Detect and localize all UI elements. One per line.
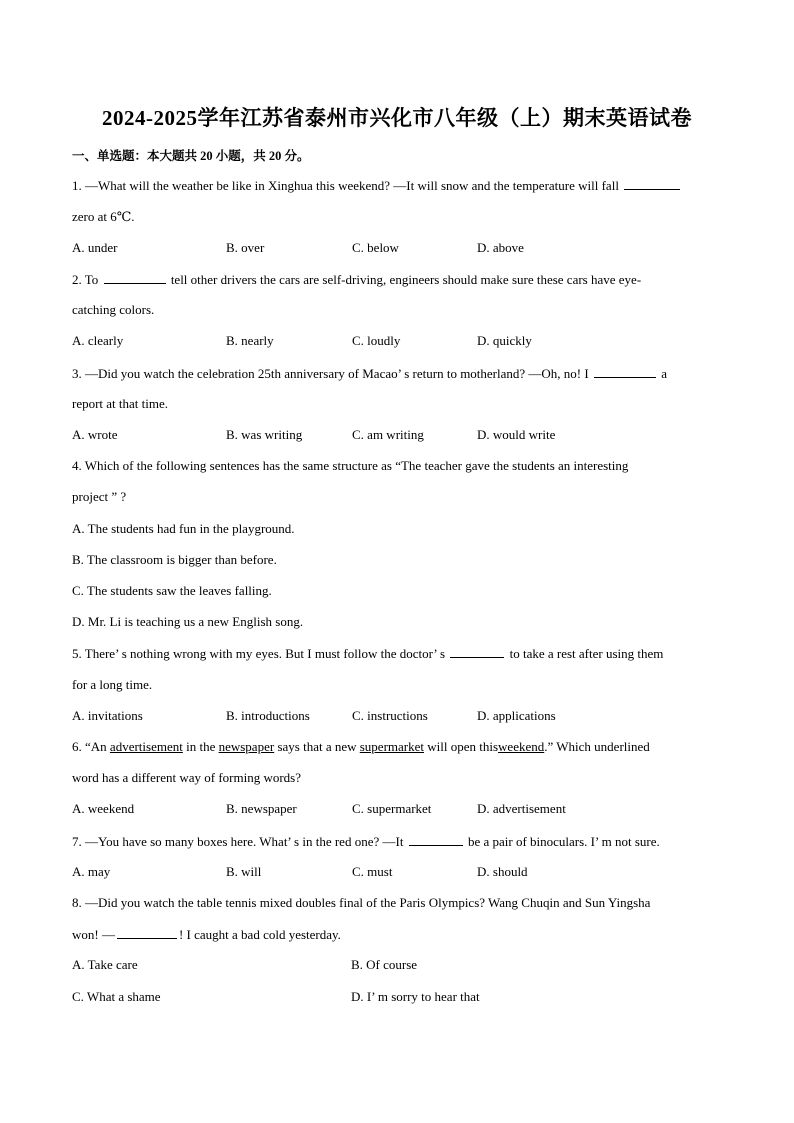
question-text: a: [661, 366, 667, 381]
option-b: B. nearly: [226, 333, 274, 348]
question-text: 7. —You have so many boxes here. What’ s in the red one? —It: [72, 834, 404, 849]
question-text: .” Which underlined: [544, 739, 650, 754]
question-text: 1. —What will the weather be like in Xinghua this weekend? —It will snow and the temperature will fall: [72, 178, 619, 193]
option-c: C. am writing: [352, 427, 424, 442]
option-a: A. may: [72, 864, 111, 879]
answer-blank: [117, 926, 177, 939]
question-3: [72, 365, 667, 382]
option-d: D. above: [477, 240, 524, 255]
page-title: 2024-2025学年江苏省泰州市兴化市八年级（上）期末英语试卷: [102, 106, 692, 130]
option-a: A. Take care: [72, 957, 138, 972]
option-d: D. advertisement: [477, 801, 566, 816]
option-b: B. over: [226, 240, 265, 255]
question-text: tell other drivers the cars are self-driving, engineers should make sure these cars have eye-: [170, 272, 642, 287]
option-c: C. supermarket: [352, 801, 432, 816]
option-c: C. instructions: [352, 708, 428, 723]
question-text-cont: for a long time.: [72, 677, 153, 692]
option-a: A. wrote: [72, 427, 118, 442]
underlined-word: newspaper: [218, 739, 275, 754]
option-c: C. below: [352, 240, 399, 255]
option-c: C. must: [352, 864, 393, 879]
question-1: [72, 177, 682, 194]
question-4: 4. Which of the following sentences has the same structure as “The teacher gave the students an interesting: [72, 458, 629, 473]
option-a: A. weekend: [72, 801, 135, 816]
option-d: D. quickly: [477, 333, 532, 348]
question-text-cont: zero at 6℃.: [72, 209, 135, 224]
answer-blank: [450, 645, 504, 658]
question-text: 6. “An: [72, 739, 107, 754]
question-text: 2. To: [72, 272, 99, 287]
option-a: A. invitations: [72, 708, 143, 723]
underlined-word: advertisement: [109, 739, 183, 754]
question-text-cont: [72, 926, 341, 943]
option-c: C. What a shame: [72, 989, 161, 1004]
question-text: 3. —Did you watch the celebration 25th anniversary of Macao’ s return to motherland? —Oh, no! I: [72, 366, 589, 381]
answer-blank: [624, 177, 680, 190]
section-heading: 一、单选题：本大题共 20 小题，共 20 分。: [72, 149, 310, 163]
question-6: [72, 739, 650, 755]
underlined-word: supermarket: [359, 739, 425, 754]
underlined-word: weekend: [498, 739, 545, 754]
option-b: B. newspaper: [226, 801, 297, 816]
option-b: B. The classroom is bigger than before.: [72, 552, 277, 567]
question-text-cont: word has a different way of forming words?: [72, 770, 301, 785]
question-text: says that a new: [277, 739, 357, 754]
question-text: be a pair of binoculars. I’ m not sure.: [467, 834, 660, 849]
question-text-cont: project ” ?: [72, 489, 127, 504]
option-b: B. will: [226, 864, 262, 879]
option-d: D. would write: [477, 427, 556, 442]
option-b: B. introductions: [226, 708, 310, 723]
question-text: 5. There’ s nothing wrong with my eyes. But I must follow the doctor’ s: [72, 646, 446, 661]
option-d: D. should: [477, 864, 528, 879]
question-text-cont: catching colors.: [72, 302, 155, 317]
question-7: [72, 833, 660, 850]
option-b: B. Of course: [351, 957, 418, 972]
question-text: in the: [186, 739, 216, 754]
answer-blank: [104, 271, 166, 284]
option-d: D. Mr. Li is teaching us a new English song.: [72, 614, 304, 629]
question-text: to take a rest after using them: [509, 646, 664, 661]
question-2: [72, 271, 641, 288]
question-5: [72, 645, 663, 662]
question-text: will open this: [427, 739, 499, 754]
question-text: ! I caught a bad cold yesterday.: [178, 927, 341, 942]
option-a: A. under: [72, 240, 118, 255]
answer-blank: [594, 365, 656, 378]
option-d: D. applications: [477, 708, 556, 723]
question-text: won! —: [72, 927, 115, 942]
option-c: C. The students saw the leaves falling.: [72, 583, 272, 598]
option-a: A. clearly: [72, 333, 124, 348]
question-8: 8. —Did you watch the table tennis mixed doubles final of the Paris Olympics? Wang Chuqin and Sun Yingsha: [72, 895, 651, 910]
question-text-cont: report at that time.: [72, 396, 169, 411]
option-b: B. was writing: [226, 427, 303, 442]
answer-blank: [409, 833, 463, 846]
option-d: D. I’ m sorry to hear that: [351, 989, 480, 1004]
option-c: C. loudly: [352, 333, 401, 348]
option-a: A. The students had fun in the playground.: [72, 521, 295, 536]
